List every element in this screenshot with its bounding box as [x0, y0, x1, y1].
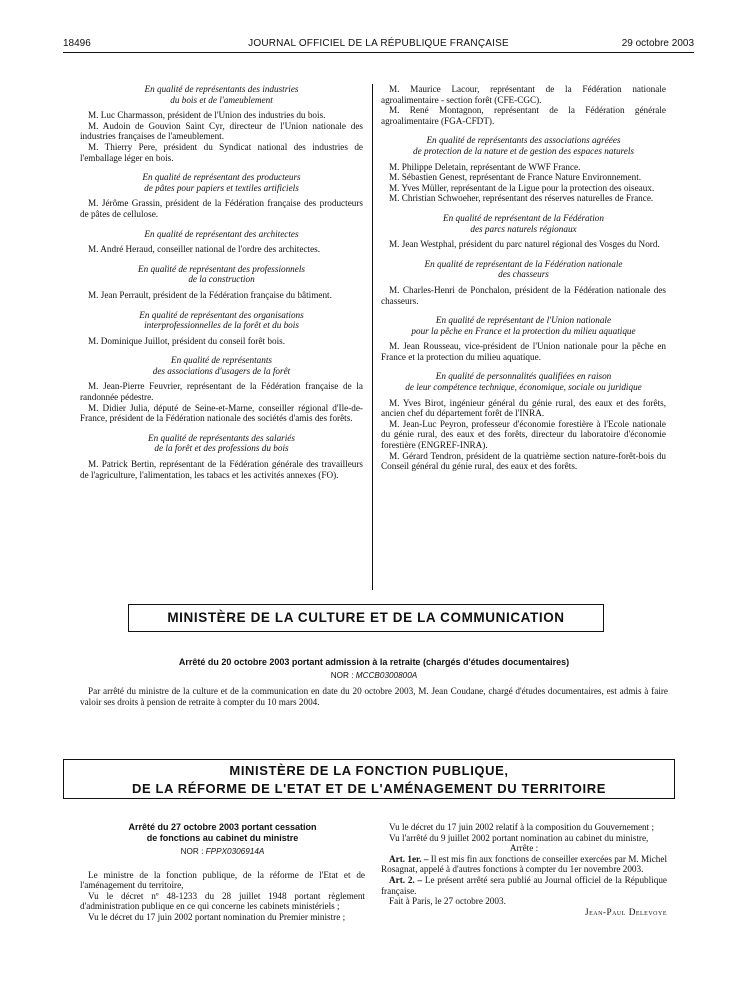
arrete-fonction-left-paragraphs: [80, 870, 365, 923]
right-column: [381, 84, 666, 481]
page-header: [63, 38, 694, 52]
arrete-fonction-left: [80, 822, 365, 923]
member-entry: M. Charles-Henri de Ponchalon, président de la Fédération nationale des chasseurs.: [381, 284, 666, 306]
member-entry: M. Jean Rousseau, vice-président de l'Union nationale pour la pêche en France et la protection du milieu aquatique.: [381, 341, 666, 362]
member-entry: M. Jean Perrault, président de la Fédération française du bâtiment.: [88, 289, 332, 300]
visa-paragraph: Vu le décret du 17 juin 2002 relatif à la composition du Gouvernement ;: [389, 822, 655, 832]
section-heading: [381, 315, 666, 336]
member-entry: M. Yves Birot, ingénieur général du génie rural, des eaux et des forêts, ancien chef du département forêt de l'INRA.: [381, 397, 666, 419]
section-heading: [80, 229, 363, 240]
arrete-culture-title: Arrêté du 20 octobre 2003 portant admission à la retraite (chargés d'études documentaires): [178, 657, 570, 667]
visa-paragraph: Vu le décret nº 48-1233 du 28 juillet 1948 portant règlement d'administration publique en ce qui concerne les cabinets ministériels ;: [80, 890, 365, 912]
member-entry: M. Gérard Tendron, président de la quatrième section nature-forêt-bois du Conseil général du génie rural, des eaux et des forêts.: [381, 450, 666, 472]
nor-fonction: [80, 847, 365, 858]
member-entry: M. Maurice Lacour, représentant de la Fédération nationale agroalimentaire - section forêt (CFE-CGC).: [381, 84, 666, 105]
member-entry: M. Yves Müller, représentant de la Ligue pour la protection des oiseaux.: [389, 182, 655, 193]
section-heading-line: de la construction: [188, 274, 255, 285]
column-divider: [372, 84, 373, 590]
arrete-fonction-title-line1: Arrêté du 27 octobre 2003 portant cessation: [128, 822, 317, 832]
section-heading-line: En qualité de représentants: [171, 355, 272, 366]
appointment-section: [80, 310, 363, 347]
appointment-section: [80, 229, 363, 255]
section-heading-line: des associations d'usagers de la forêt: [152, 365, 291, 376]
section-heading: [381, 371, 666, 392]
section-heading: [80, 433, 363, 454]
section-heading-line: de leur compétence technique, économique, sociale ou juridique: [405, 382, 642, 393]
member-entry: M. Jérôme Grassin, président de la Fédération française des producteurs de pâtes de cellulose.: [80, 198, 363, 219]
section-heading-line: En qualité de représentant de l'Union nationale: [435, 315, 612, 326]
ministry-fonction-title-line1: MINISTÈRE DE LA FONCTION PUBLIQUE,: [229, 763, 509, 778]
appointment-section: [80, 264, 363, 301]
section-heading-line: En qualité de représentant de la Fédération nationale: [424, 258, 623, 269]
nor-label: NOR :: [180, 847, 206, 856]
issue-date: 29 octobre 2003: [621, 38, 694, 49]
section-heading-line: En qualité de personnalités qualifiées en raison: [435, 371, 612, 382]
appointment-section: [381, 259, 666, 306]
ministry-fonction-title-line2: DE LA RÉFORME DE L'ETAT ET DE L'AMÉNAGEMENT DU TERRITOIRE: [132, 781, 606, 796]
section-heading: [80, 264, 363, 285]
member-entry: M. André Heraud, conseiller national de l'ordre des architectes.: [88, 244, 321, 255]
member-entry: M. Jean-Luc Peyron, professeur d'économie forestière à l'Ecole nationale du génie rural, des eaux et des forêts, directeur du laboratoire d'économie forestière (ENGREF-INRA).: [381, 418, 666, 451]
section-heading-line: interprofessionnelles de la forêt et du bois: [144, 320, 299, 331]
appointment-section: [381, 371, 666, 471]
section-heading-line: En qualité de représentant des producteurs: [142, 172, 301, 183]
section-heading-line: de la forêt et des professions du bois: [154, 443, 289, 454]
appointment-section: [381, 84, 666, 126]
section-heading-line: En qualité de représentant de la Fédération: [443, 212, 604, 223]
section-heading: [80, 310, 363, 331]
journal-title: JOURNAL OFFICIEL DE LA RÉPUBLIQUE FRANÇAISE: [248, 38, 509, 49]
nor-culture: [80, 671, 668, 680]
done-at: Fait à Paris, le 27 octobre 2003.: [389, 896, 506, 907]
appointment-section: [381, 135, 666, 204]
member-entry: M. Sébastien Genest, représentant de France Nature Environnement.: [389, 172, 642, 183]
nor-label: NOR :: [330, 671, 356, 680]
section-heading-line: de protection de la nature et de gestion des espaces naturels: [413, 145, 634, 156]
appointment-section: [80, 355, 363, 424]
arrete-fonction-right: [381, 822, 667, 917]
arrete-fonction-title-line2: de fonctions au cabinet du ministre: [146, 833, 299, 843]
article-1-text: Il est mis fin aux fonctions de conseiller exercées par M. Michel Rosagnat, appelé à d'autres fonctions à compter du 1er novembre 2003.: [381, 853, 668, 875]
section-heading-line: du bois et de l'ameublement: [170, 94, 273, 105]
section-heading-line: En qualité de représentants des salariés: [148, 432, 295, 443]
appointment-section: [381, 213, 666, 250]
member-entry: M. René Montagnon, représentant de la Fédération générale agroalimentaire (FGA-CFDT).: [381, 105, 666, 126]
section-heading-line: des chasseurs: [498, 269, 549, 280]
article-2-label: Art. 2. –: [389, 874, 423, 885]
visa-paragraph: Vu l'arrêté du 9 juillet 2002 portant nomination au cabinet du ministre,: [389, 832, 649, 843]
nor-code: MCCB0300800A: [355, 671, 418, 680]
member-entry: M. Jean-Pierre Feuvrier, représentant de la Fédération française de la randonnée pédestre.: [80, 381, 363, 403]
nor-code: FPPX0306914A: [205, 847, 265, 856]
page-number: 18496: [63, 38, 91, 49]
section-heading: [80, 355, 363, 376]
section-heading-line: En qualité de représentant des architectes: [144, 228, 299, 239]
arrete-fonction-title: [80, 822, 365, 844]
article-2: [381, 875, 667, 896]
visa-paragraph: Le ministre de la fonction publique, de la réforme de l'Etat et de l'aménagement du territoire,: [80, 869, 365, 891]
section-heading-line: des parcs naturels régionaux: [470, 223, 577, 234]
member-entry: M. Dominique Juillot, président du conseil forêt bois.: [88, 335, 285, 346]
member-entry: M. Christian Schwoeher, représentant des réserves naturelles de France.: [389, 193, 654, 204]
arrete-word: Arrête :: [509, 843, 539, 854]
section-heading-line: En qualité de représentant des organisations: [139, 309, 304, 320]
appointment-section: [80, 172, 363, 219]
section-heading-line: En qualité de représentants des associations agréées: [426, 135, 621, 146]
visa-paragraph: Vu le décret du 17 juin 2002 portant nomination du Premier ministre ;: [88, 911, 346, 922]
appointment-section: [80, 433, 363, 480]
section-heading-line: En qualité de représentant des professionnels: [138, 263, 305, 274]
article-1-label: Art. 1er. –: [389, 853, 429, 864]
appointment-section: [381, 315, 666, 362]
member-entry: M. Thierry Pere, président du Syndicat national des industries de l'emballage léger en bois.: [80, 141, 363, 163]
member-entry: M. Didier Julia, député de Seine-et-Marne, conseiller régional d'Ile-de-France, président de la Fédération nationale des sociétés d'amis des forêts.: [80, 402, 363, 424]
signature: Jean-Paul Delevoye: [585, 906, 667, 917]
member-entry: M. Philippe Deletain, représentant de WWF France.: [389, 161, 581, 172]
article-1: [381, 854, 667, 875]
section-heading: [381, 213, 666, 234]
member-entry: M. Jean Westphal, président du parc naturel régional des Vosges du Nord.: [389, 239, 660, 250]
appointment-section: [80, 84, 363, 163]
left-column: [80, 84, 363, 489]
ministry-culture-title: MINISTÈRE DE LA CULTURE ET DE LA COMMUNICATION: [128, 604, 604, 632]
member-entry: M. Luc Charmasson, président de l'Union des industries du bois.: [88, 110, 326, 121]
arrete-culture-text: Par arrêté du ministre de la culture et de la communication en date du 20 octobre 2003, M. Jean Coudane, chargé d'études documentaires, est admis à faire valoir ses droits à pension de retraite à compter du 10 mars 2004.: [80, 686, 668, 707]
member-entry: M. Patrick Bertin, représentant de la Fédération générale des travailleurs de l'agriculture, l'alimentation, les tabacs et les activités annexes (FO).: [80, 459, 363, 480]
section-heading-line: pour la pêche en France et la protection du milieu aquatique: [411, 325, 636, 336]
section-heading-line: de pâtes pour papiers et textiles artificiels: [144, 182, 299, 193]
article-2-text: Le présent arrêté sera publié au Journal officiel de la République française.: [381, 874, 667, 896]
section-heading: [381, 135, 666, 156]
member-entry: M. Audoin de Gouvion Saint Cyr, directeur de l'Union nationale des industries françaises de l'ameublement.: [80, 120, 363, 142]
section-heading: [80, 84, 363, 105]
section-heading: [80, 172, 363, 193]
ministry-fonction-title: [63, 759, 675, 799]
section-heading-line: En qualité de représentants des industries: [144, 84, 299, 94]
header-rule: [63, 52, 694, 53]
arrete-fonction-right-paragraphs: [381, 822, 667, 843]
section-heading: [381, 259, 666, 280]
